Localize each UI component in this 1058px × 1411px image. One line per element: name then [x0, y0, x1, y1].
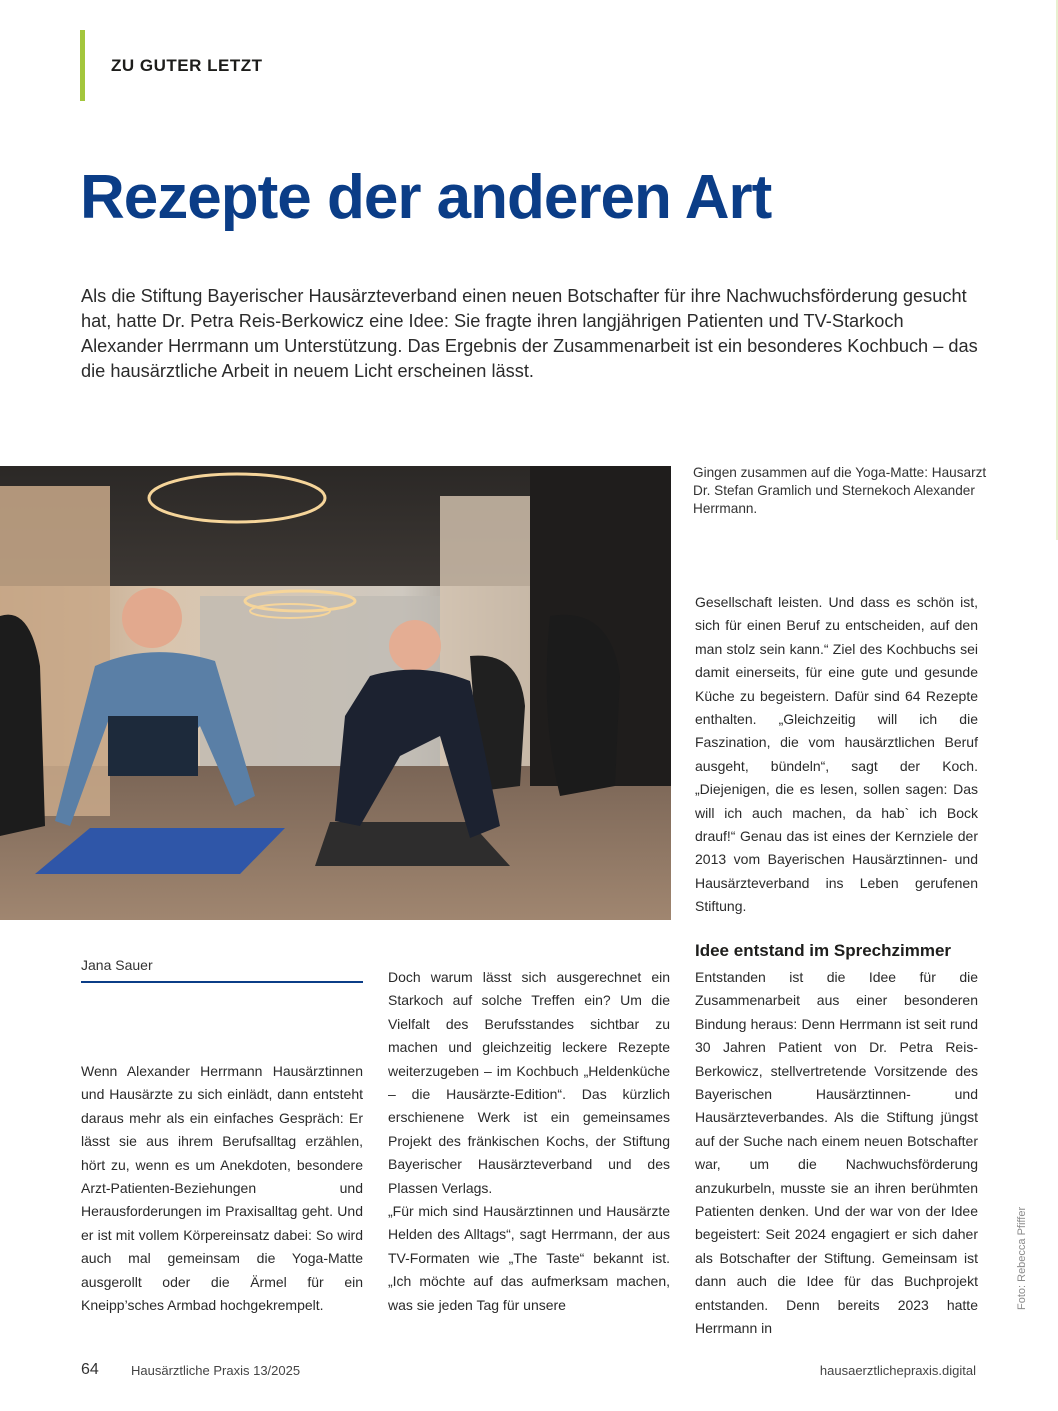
article-column-1 [81, 1060, 363, 1317]
article-column-2 [388, 966, 670, 1317]
paragraph: Gesellschaft leisten. Und dass es schön ist, sich für einen Beruf zu entscheiden, auf den man stolz sein kann.“ Ziel des Kochbuchs sei damit einerseits, für eine gute und gesunde Küche zu begeistern. Dafür sind 64 Rezepte enthalten. „Gleichzeitig will ich die Faszination, die vom hausärztlichen Beruf ausgeht, bündeln“, sagt der Koch. „Diejenigen, die es lesen, sollen sagen: Das will ich auch machen, da hab` ich Bock drauf!“ Genau das ist eines der Kernziele der 2013 vom Bayerischen Hausärztinnen- und Hausärzteverband ins Leben gerufenen Stiftung. [695, 594, 978, 915]
photo-credit: Foto: Rebecca Pfiffer [1016, 1206, 1028, 1310]
publication-website: hausaerztlichepraxis.digital [819, 1363, 976, 1378]
article-photo [0, 466, 671, 920]
yoga-photo-illustration [0, 466, 671, 920]
paragraph: Wenn Alexander Herrmann Hausärztinnen und Hausärzte zu sich einlädt, dann entsteht daraus mehr als ein einfaches Gespräch: Er lässt sie aus ihrem Berufsalltag erzählen, hört zu, wenn es um Anekdoten, besondere Arzt-Patienten-Beziehungen und Herausforderungen im Praxisalltag geht. Und er ist mit vollem Körpereinsatz dabei: So wird auch mal gemeinsam die Yoga-Matte ausgerollt oder die Ärmel für ein Kneipp’sches Armbad hochgekrempelt. [81, 1063, 363, 1314]
section-accent-bar [80, 30, 85, 101]
photo-caption: Gingen zusammen auf die Yoga-Matte: Hausarzt Dr. Stefan Gramlich und Sternekoch Alexander Herrmann. [693, 465, 987, 516]
article-headline: Rezepte der anderen Art [80, 163, 772, 232]
article-column-3-bottom [695, 966, 978, 1341]
publication-issue: Hausärztliche Praxis 13/2025 [131, 1363, 301, 1378]
section-label: ZU GUTER LETZT [111, 56, 263, 75]
author-divider [81, 981, 363, 983]
paragraph: „Für mich sind Hausärztinnen und Hausärzte Helden des Alltags“, sagt Herrmann, der aus TV-Formaten wie „The Taste“ bekannt ist. „Ich möchte auf das aufmerksam machen, was sie jeden Tag für unsere [388, 1203, 670, 1313]
author-name: Jana Sauer [81, 957, 153, 973]
paragraph: Doch warum lässt sich ausgerechnet ein Starkoch auf solche Treffen ein? Um die Vielfalt des Berufsstandes sichtbar zu machen und gleichzeitig leckere Rezepte weiterzugeben – im Kochbuch „Heldenküche – die Hausärzte-Edition“. Das kürzlich erschienene Werk ist ein gemeinsames Projekt des fränkischen Kochs, der Stiftung Bayerischer Hausärzteverband und des Plassen Verlags. [388, 969, 670, 1196]
article-column-3-top [695, 591, 978, 919]
paragraph: Entstanden ist die Idee für die Zusammenarbeit aus einer besonderen Bindung heraus: Denn Herrmann ist seit rund 30 Jahren Patient von Dr. Petra Reis-Berkowicz, stellvertretende Vorsitzende des Bayerischen Hausärztinnen- und Hausärzteverbandes. Als die Stiftung jüngst auf der Suche nach einem neuen Botschafter war, um die Nachwuchsförderung anzukurbeln, musste sie an ihren berühmten Patienten denken. Und der war von der Idee begeistert: Seit 2024 engagiert er sich daher als Botschafter der Stiftung. Gemeinsam ist dann auch die Idee für das Buchprojekt entstanden. Denn bereits 2023 hatte Herrmann in [695, 969, 978, 1337]
page-number: 64 [81, 1361, 99, 1378]
article-subhead: Idee entstand im Sprechzimmer [695, 941, 952, 960]
article-lead: Als die Stiftung Bayerischer Hausärzteverband einen neuen Botschafter für ihre Nachwuchsförderung gesucht hat, hatte Dr. Petra Reis-Berkowicz eine Idee: Sie fragte ihren langjährigen Patienten und TV-Starkoch Alexander Herrmann um Unterstützung. Das Ergebnis der Zusammenarbeit ist ein besonderes Kochbuch – das die hausärztliche Arbeit in neuem Licht erscheinen lässt. [81, 286, 978, 381]
